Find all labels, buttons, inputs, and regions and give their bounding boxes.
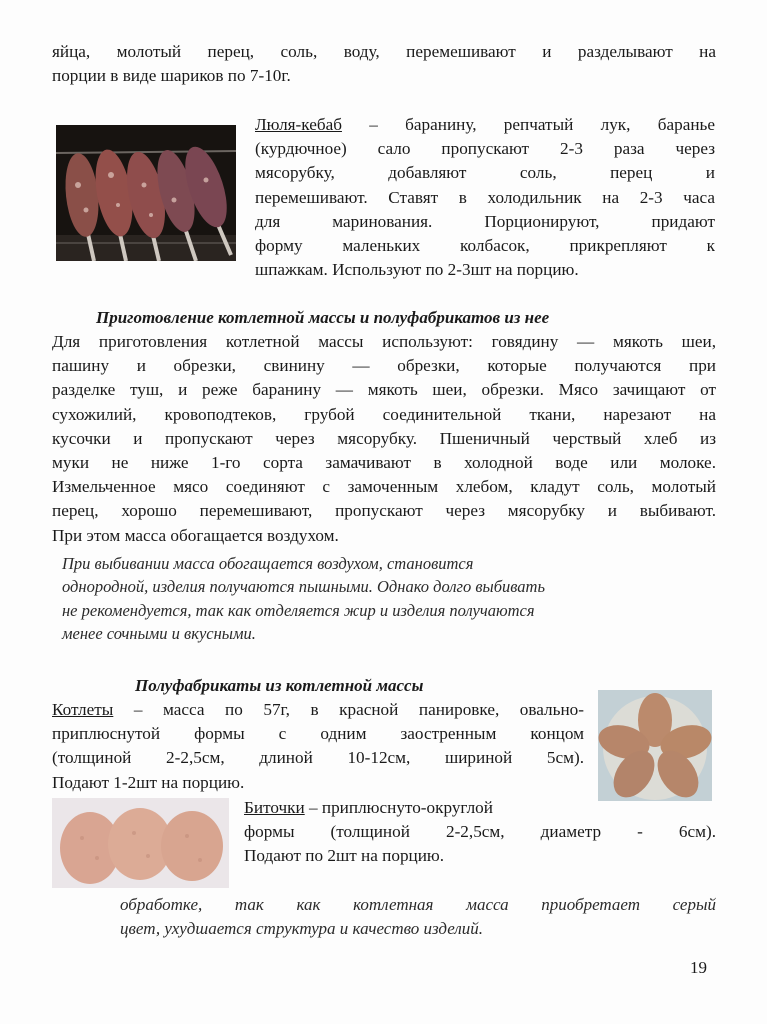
beating-note xyxy=(62,552,682,646)
term-lyulya-kebab: Люля-кебаб xyxy=(255,115,342,134)
text-line: При этом масса обогащается воздухом. xyxy=(52,525,339,545)
bitochki-photo xyxy=(52,798,229,888)
text-line: Подают по 2шт на порцию. xyxy=(244,846,445,866)
page-number: 19 xyxy=(690,958,707,977)
text-line: Подают 1-2шт на порцию. xyxy=(52,772,245,792)
text-fragment: – баранину, репчатый лук, баранье xyxy=(341,115,715,134)
text-line: порции в виде шариков по 7-10г. xyxy=(52,66,291,86)
term-bitochki: Биточки xyxy=(244,798,305,817)
text-line: сухожилий, кровоподтеков, грубой соединительной ткани, нарезают на xyxy=(52,404,716,424)
kotlety-star-illustration xyxy=(598,690,712,801)
text-line xyxy=(244,796,716,820)
section-heading-semi-finished: Полуфабрикаты из котлетной массы xyxy=(135,676,424,695)
note-line: менее сочными и вкусными. xyxy=(62,624,256,644)
kebab-skewers-illustration xyxy=(56,125,236,261)
note-line: При выбивании масса обогащается воздухом, становится xyxy=(62,554,474,573)
text-line: Для приготовления котлетной массы используют: говядину — мякоть шеи, xyxy=(52,332,716,351)
note-line: обработке, так как котлетная масса приобретает серый xyxy=(120,895,716,914)
text-line: кусочки и пропускают через мясорубку. Пшеничный черствый хлеб из xyxy=(52,428,716,448)
lyulya-kebab-photo xyxy=(56,125,236,261)
text-line: Измельченное мясо соединяют с замоченным хлебом, кладут соль, молотый xyxy=(52,477,716,497)
text-line: разделке туш, и реже баранину — мякоть шеи, обрезки. Мясо зачищают от xyxy=(52,380,716,400)
note-line: не рекомендуется, так как отделяется жир и изделия получаются xyxy=(62,600,535,620)
text-line: приплюснутой формы с одним заостренным концом xyxy=(52,724,584,744)
text-line: формы (толщиной 2-2,5см, диаметр - 6см). xyxy=(244,822,716,842)
text-line: (курдючное) сало пропускают 2-3 раза через xyxy=(255,139,715,159)
text-fragment: – масса по 57г, в красной панировке, овально- xyxy=(113,700,584,719)
text-line: (толщиной 2-2,5см, длиной 10-12см, шириной 5см). xyxy=(52,748,584,768)
text-line: перемешивают. Ставят в холодильник на 2-3 часа xyxy=(255,187,715,207)
note-line: однородной, изделия получаются пышными. Однако долго выбивать xyxy=(62,577,545,597)
text-line: мясорубку, добавляют соль, перец и xyxy=(255,163,715,183)
text-line xyxy=(255,113,715,137)
intro-paragraph xyxy=(52,40,716,88)
kotlety-photo xyxy=(598,690,712,801)
section-heading-cutlet-mass: Приготовление котлетной массы и полуфабрикатов из нее xyxy=(96,308,550,327)
cutlet-mass-paragraph xyxy=(52,330,716,548)
note-line: цвет, ухудшается структура и качество изделий. xyxy=(120,919,484,939)
lyulya-kebab-paragraph xyxy=(255,113,715,282)
kotlety-paragraph xyxy=(52,698,584,795)
text-line: пашину и обрезки, свинину — обрезки, которые получаются при xyxy=(52,356,716,376)
grey-color-note xyxy=(120,893,716,941)
text-fragment: – приплюснуто-округлой xyxy=(304,798,493,817)
text-line: яйца, молотый перец, соль, воду, перемешивают и разделывают на xyxy=(52,42,716,61)
text-line: форму маленьких колбасок, прикрепляют к xyxy=(255,235,715,255)
term-kotlety: Котлеты xyxy=(52,700,114,719)
text-line: для маринования. Порционируют, придают xyxy=(255,211,715,231)
text-line: муки не ниже 1-го сорта замачивают в холодной воде или молоке. xyxy=(52,452,716,472)
text-line: шпажкам. Используют по 2-3шт на порцию. xyxy=(255,260,579,280)
bitochki-paragraph xyxy=(244,796,716,869)
bitochki-illustration xyxy=(52,798,229,888)
text-line xyxy=(52,698,584,722)
text-line: перец, хорошо перемешивают, пропускают через мясорубку и выбивают. xyxy=(52,501,716,521)
